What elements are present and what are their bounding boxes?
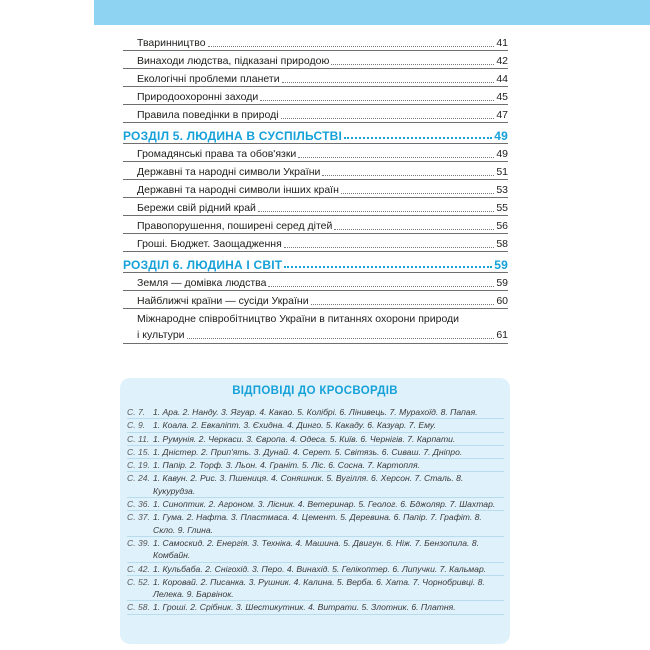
toc-entry-title: Бережи свій рідний край	[137, 202, 256, 214]
answer-row	[127, 498, 504, 511]
toc-entry-title: Найближчі країни — сусіди України	[137, 295, 309, 307]
answer-row	[127, 537, 504, 563]
answers-title: ВІДПОВІДІ ДО КРОСВОРДІВ	[232, 385, 398, 397]
toc-entry[interactable]	[123, 51, 508, 69]
answer-row	[127, 459, 504, 472]
toc-entry[interactable]	[123, 144, 508, 162]
toc-entry-page: 55	[496, 202, 508, 214]
answer-text: 1. Кавун. 2. Рис. 3. Пшениця. 4. Соняшник. 5. Вугілля. 6. Херсон. 7. Сталь. 8. Кукурудза.	[153, 473, 464, 496]
toc-entry[interactable]	[123, 69, 508, 87]
toc-entry-page: 49	[496, 148, 508, 160]
toc-entry-title: Правопорушення, поширені серед дітей	[137, 220, 333, 232]
answer-page: С. 37.	[127, 512, 150, 523]
leader-dots	[334, 228, 494, 230]
section-title: РОЗДІЛ 6. ЛЮДИНА І СВІТ	[123, 258, 283, 272]
answer-page: С. 11.	[127, 433, 150, 444]
answer-text: 1. Коала. 2. Евкаліпт. 3. Єхидна. 4. Динго. 5. Какаду. 6. Казуар. 7. Ему.	[153, 420, 437, 431]
toc-entry[interactable]	[123, 87, 508, 105]
answer-text: 1. Коровай. 2. Писанка. 3. Рушник. 4. Калина. 5. Верба. 6. Хата. 7. Чорнобривці. 8. Лелека. 9. Барвінок.	[153, 576, 485, 600]
answer-page: С. 58.	[127, 602, 150, 613]
leader-dots	[284, 246, 495, 248]
answer-page: С. 7.	[127, 407, 146, 417]
answer-text: 1. Гума. 2. Нафта. 3. Пластмаса. 4. Цемент. 5. Деревина. 6. Папір. 7. Графіт. 8. Скло. 9. Глина.	[153, 512, 482, 535]
header-band	[94, 0, 650, 25]
leader-dots	[341, 192, 494, 194]
toc-entry-title: Громадянські права та обов'язки	[137, 148, 297, 160]
answer-page: С. 52.	[127, 576, 150, 587]
toc-entry-page: 59	[496, 277, 508, 289]
toc-entry-page: 56	[496, 220, 508, 232]
answer-row	[127, 472, 504, 498]
answer-row	[127, 406, 504, 419]
answer-text: 1. Синоптик. 2. Агроном. 3. Лісник. 4. Ветеринар. 5. Геолог. 6. Бджоляр. 7. Шахтар.	[153, 499, 496, 510]
toc-entry-page: 41	[496, 37, 508, 49]
toc-entry-title: Земля — домівка людства	[137, 277, 267, 289]
leader-dots	[284, 265, 492, 268]
answer-row	[127, 446, 504, 459]
toc-entry-title: Правила поведінки в природі	[137, 109, 279, 121]
leader-dots	[344, 136, 492, 139]
toc-entry[interactable]	[123, 273, 508, 291]
leader-dots	[187, 337, 495, 339]
section-page: 59	[494, 258, 508, 272]
answer-page: С. 15.	[127, 446, 150, 457]
toc-entry-page: 47	[496, 109, 508, 121]
toc-entry-page: 60	[496, 295, 508, 307]
toc-entry-page: 53	[496, 184, 508, 196]
answer-text: 1. Ара. 2. Нанду. 3. Ягуар. 4. Какао. 5. Колібрі. 6. Лінивець. 7. Мурахоїд. 8. Папая.	[153, 407, 478, 417]
toc-entry[interactable]	[123, 105, 508, 123]
toc-entry-title-line2: і культури	[137, 329, 185, 341]
toc-entry[interactable]	[123, 33, 508, 51]
leader-dots	[331, 63, 494, 65]
toc-entry-title-line1: Міжнародне співробітництво України в питаннях охорони природи	[137, 313, 460, 325]
toc-entry[interactable]	[123, 234, 508, 252]
answer-row	[127, 419, 504, 432]
leader-dots	[268, 285, 494, 287]
answer-row	[127, 576, 504, 602]
leader-dots	[260, 99, 494, 101]
leader-dots	[208, 45, 495, 47]
table-of-contents	[123, 33, 508, 344]
answer-text: 1. Кульбаба. 2. Снігохід. 3. Перо. 4. Винахід. 5. Гелікоптер. 6. Липучки. 7. Кальмар.	[153, 563, 487, 574]
leader-dots	[322, 174, 494, 176]
leader-dots	[298, 156, 494, 158]
leader-dots	[281, 117, 495, 119]
leader-dots	[258, 210, 494, 212]
answer-page: С. 39.	[127, 537, 150, 548]
toc-entry-page: 58	[496, 238, 508, 250]
section-title: РОЗДІЛ 5. ЛЮДИНА В СУСПІЛЬСТВІ	[123, 129, 343, 143]
toc-entry[interactable]	[123, 291, 508, 309]
toc-entry[interactable]	[123, 162, 508, 180]
answer-page: С. 9.	[127, 420, 146, 431]
toc-section-5[interactable]	[123, 123, 508, 144]
answer-text: 1. Папір. 2. Торф. 3. Льон. 4. Граніт. 5. Ліс. 6. Сосна. 7. Картопля.	[153, 460, 420, 471]
answer-text: 1. Самоскид. 2. Енергія. 3. Техніка. 4. Машина. 5. Двигун. 6. Ніж. 7. Бензопила. 8. Комбайн.	[153, 537, 479, 561]
section-page: 49	[494, 129, 508, 143]
toc-entry[interactable]	[123, 216, 508, 234]
toc-entry[interactable]	[123, 180, 508, 198]
answer-page: С. 36.	[127, 499, 150, 510]
toc-entry-title: Гроші. Бюджет. Заощадження	[137, 238, 282, 250]
crossword-answers-box	[120, 378, 510, 644]
leader-dots	[311, 303, 495, 305]
toc-entry-title: Тваринництво	[137, 37, 206, 49]
toc-entry-title: Державні та народні символи України	[137, 166, 321, 178]
toc-entry-page: 42	[496, 55, 508, 67]
answer-text: 1. Румунія. 2. Черкаси. 3. Європа. 4. Одеса. 5. Київ. 6. Чернігів. 7. Карпати.	[153, 433, 456, 444]
toc-entry-title: Природоохоронні заходи	[137, 91, 259, 103]
answer-row	[127, 563, 504, 576]
answer-row	[127, 433, 504, 446]
answer-text: 1. Гроші. 2. Срібник. 3. Шестикутник. 4. Витрати. 5. Злотник. 6. Платня.	[153, 602, 456, 613]
toc-section-6[interactable]	[123, 252, 508, 273]
toc-entry-page: 61	[496, 329, 508, 341]
answer-page: С. 42.	[127, 563, 150, 574]
toc-entry-page: 51	[496, 166, 508, 178]
toc-entry-title: Винаходи людства, підказані природою	[137, 55, 330, 67]
toc-entry[interactable]	[123, 198, 508, 216]
toc-entry-page: 45	[496, 91, 508, 103]
toc-entry-title: Екологічні проблеми планети	[137, 73, 280, 85]
answer-text: 1. Дністер. 2. Прип'ять. 3. Дунай. 4. Серет. 5. Світязь. 6. Сиваш. 7. Дніпро.	[153, 446, 463, 457]
leader-dots	[282, 81, 495, 83]
toc-entry-multiline[interactable]	[123, 309, 508, 344]
answer-row	[127, 511, 504, 537]
toc-entry-title: Державні та народні символи інших країн	[137, 184, 339, 196]
toc-entry-page: 44	[496, 73, 508, 85]
answer-page: С. 24.	[127, 473, 150, 484]
answer-row	[127, 601, 504, 614]
answers-list	[120, 406, 510, 615]
answer-page: С. 19.	[127, 460, 150, 471]
toc-entry-title-line2-row	[137, 327, 508, 343]
